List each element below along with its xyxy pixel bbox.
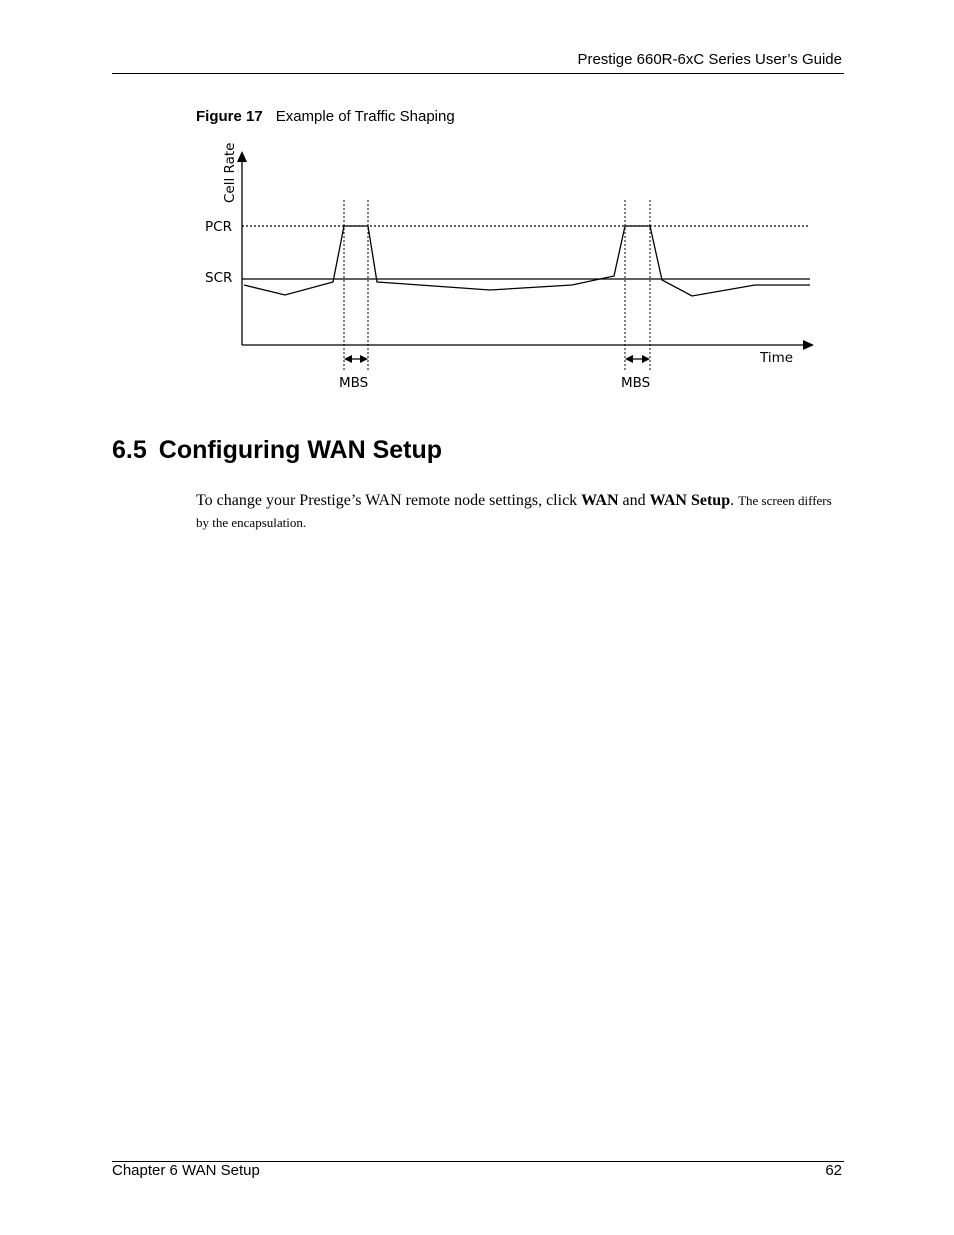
body-paragraph: [196, 490, 844, 534]
footer-page-number: 62: [825, 1162, 842, 1179]
mbs-arrow-1: [344, 355, 368, 363]
body-text-1: To change your Prestige’s WAN remote node settings, click: [196, 492, 582, 509]
guide-title: Prestige 660R-6xC Series User’s Guide: [577, 51, 842, 68]
section-title: Configuring WAN Setup: [158, 436, 443, 464]
mbs-arrow-2: [625, 355, 650, 363]
wan-setup-ref: WAN Setup: [649, 492, 731, 509]
traffic-shaping-diagram: [196, 132, 820, 394]
figure-title: Example of Traffic Shaping: [275, 108, 455, 125]
x-axis-arrowhead: [803, 340, 814, 350]
y-axis-label: Cell Rate: [222, 142, 238, 203]
figure-caption: [196, 108, 455, 125]
footer-chapter: Chapter 6 WAN Setup: [112, 1162, 260, 1179]
body-small-text: The screen differs by the encapsulation.: [196, 493, 832, 530]
body-text-3: .: [730, 492, 739, 509]
y-axis-arrowhead: [237, 151, 247, 162]
pcr-label: PCR: [205, 219, 232, 235]
x-axis-label: Time: [760, 350, 794, 366]
mbs-label-1: MBS: [339, 375, 369, 391]
cell-rate-curve: [244, 226, 810, 296]
mbs-label-2: MBS: [621, 375, 651, 391]
header-rule: [112, 73, 844, 74]
section-number: 6.5: [112, 436, 147, 464]
figure-number: Figure 17: [196, 108, 263, 125]
body-text-2: and: [618, 492, 650, 509]
wan-menu-ref: WAN: [581, 492, 619, 509]
section-heading: [112, 436, 442, 465]
scr-label: SCR: [205, 270, 233, 286]
